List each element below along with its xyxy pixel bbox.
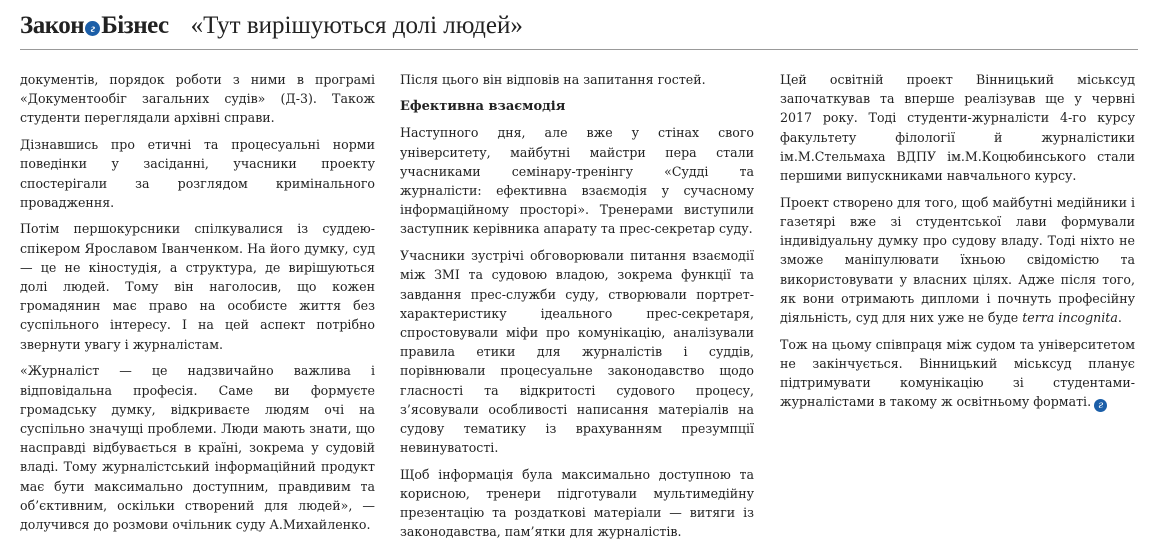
logo-mark-icon: г [85, 21, 100, 36]
logo [20, 12, 169, 40]
page-title: «Тут вирішуються долі людей» [190, 12, 523, 39]
article-column-3 [780, 70, 1135, 420]
paragraph: документів, порядок роботи з ними в програмі «Документообіг загальних судів» (Д-3). Також студенти переглядали архівні справи. [20, 72, 375, 126]
subheading: Ефективна взаємодія [400, 98, 566, 114]
end-of-article-icon: г [1094, 399, 1107, 412]
paragraph: Потім першокурсники спілкувалися із суддею-спікером Ярославом Іванченком. На його думку, суд — це не кіностудія, а структура, де вирішуються долі людей. Тому він наголосив, що кожен громадянин має право на особисте життя без суспільного інтересу. І на цей аспект потрібно звернути увагу і журналістам. [20, 221, 375, 352]
paragraph-text: Тож на цьому співпраця між судом та університетом не закінчується. Вінницький міськсуд планує підтримувати комунікацію зі студентами-журналістами в такому ж освітньому форматі. [780, 336, 1135, 410]
paragraph: Наступного дня, але вже у стінах свого університету, майбутні майстри пера стали учасниками семінару-тренінгу «Судді та журналісти: ефективна взаємодія у сучасному інформаційному просторі». Тренерами виступили заступник керівника апарату та прес-секретар суду. [400, 125, 754, 237]
logo-text-right: Бізнес [101, 12, 169, 39]
paragraph: Учасники зустрічі обговорювали питання взаємодії між ЗМІ та судовою владою, зокрема функції та завдання прес-служби суду, створювали портрет-характеристику ідеального прес-секретаря, спростовували міфи про комунікацію, аналізували правила етики для журналістів і суддів, порівнювали процесуальне законодавство щодо гласності та відкритості судового процесу, з’ясовували особливості написання матеріалів на судову тематику із врахуванням презумпції невинуватості. [400, 248, 754, 456]
paragraph [780, 335, 1135, 413]
article-column-2 [400, 70, 754, 549]
article-column-1 [20, 70, 375, 542]
paragraph: Щоб інформація була максимально доступною та корисною, тренери підготували мультимедійну презентацію та роздаткові матеріали — витяги із законодавства, пам’ятки для журналістів. [400, 466, 754, 540]
paragraph: Після цього він відповів на запитання гостей. [400, 72, 706, 87]
logo-text-left: Закон [20, 12, 85, 39]
italic-phrase: terra incognita [1022, 309, 1118, 325]
paragraph: Цей освітній проект Вінницький міськсуд започаткував та вперше реалізував ще у червні 2017 року. Тоді студенти-журналісти 4-го курсу факультету філології й журналістики ім.М.Стельмаха ВДПУ ім.М.Коцюбинського стали першими випускниками навчального курсу. [780, 72, 1135, 184]
paragraph: «Журналіст — це надзвичайно важлива і відповідальна професія. Саме ви формуєте громадську думку, відкриваєте людям очі на суспільно значущі проблеми. Люди мають знати, що насправді відбувається в країні, зокрема у судовій владі. Тому журналістський інформаційний продукт має бути максимально доступним, правдивим та об’єктивним, оскільки створений для людей», — долучився до розмови очільник суду А.Михайленко. [20, 363, 375, 532]
paragraph-text: Проект створено для того, щоб майбутні медійники і газетярі вже зі студентської лави формували індивідуальну думку про судову владу. Тоді ніхто не зможе маніпулювати їхньою свідомістю та використовувати у власних цілях. Адже після того, як вони отримають дипломи і почнуть професійну діяльність, суд для них уже не буде [780, 194, 1136, 325]
header-divider [20, 49, 1138, 50]
period: . [1117, 309, 1122, 325]
paragraph: Дізнавшись про етичні та процесуальні норми поведінки у засіданні, учасники проекту спостерігали за розглядом кримінального провадження. [20, 137, 375, 210]
paragraph [780, 193, 1135, 327]
header [20, 8, 523, 44]
